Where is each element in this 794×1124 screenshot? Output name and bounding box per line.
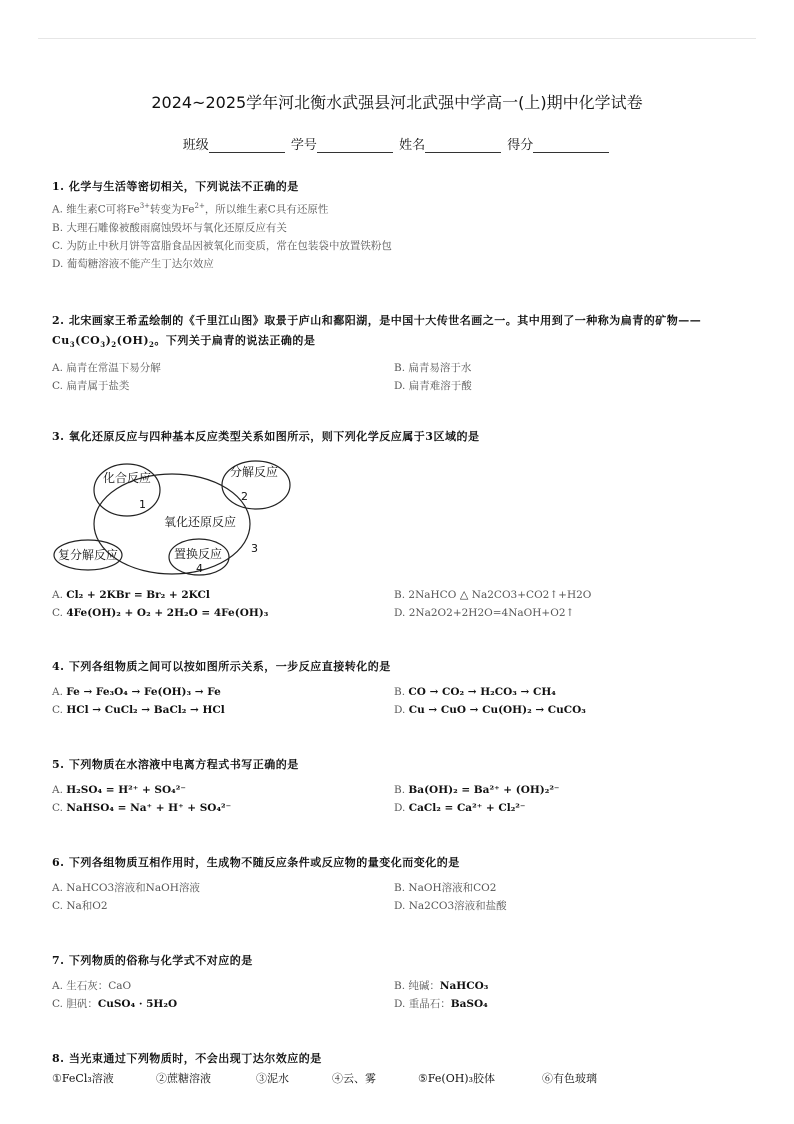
q4-b-label: B. <box>394 686 406 698</box>
question-3-options <box>52 586 752 622</box>
q5-b-formula: Ba(OH)₂ = Ba²⁺ + (OH)₂²⁻ <box>408 784 560 796</box>
question-2 <box>52 311 752 395</box>
region-4-label: 4 <box>196 562 203 575</box>
question-6-option-a[interactable]: A. NaHCO3溶液和NaOH溶液 <box>52 882 200 894</box>
q8-item-3: ③泥水 <box>256 1072 289 1085</box>
q5-c-formula: NaHSO₄ = Na⁺ + H⁺ + SO₄²⁻ <box>66 802 232 814</box>
question-3-option-b[interactable] <box>394 586 736 604</box>
heating-triangle-icon: △ <box>456 588 472 601</box>
question-2-option-a[interactable]: A. 扁青在常温下易分解 <box>52 362 161 375</box>
q1-a-sup-1: 3+ <box>139 202 151 210</box>
class-label: 班级 <box>182 138 209 153</box>
q4-a-formula: Fe → Fe₃O₄ → Fe(OH)₃ → Fe <box>66 686 221 698</box>
header-rule <box>38 38 756 39</box>
q5-d-label: D. <box>394 802 406 814</box>
q8-item-1: ①FeCl₃溶液 <box>52 1072 114 1085</box>
question-5-option-a[interactable] <box>52 781 394 799</box>
q1-a-text-2: 转变为Fe <box>150 203 195 216</box>
q4-c-label: C. <box>52 704 63 716</box>
q4-d-formula: Cu → CuO → Cu(OH)₂ → CuCO₃ <box>408 704 586 716</box>
question-2-option-d[interactable]: D. 扁青难溶于酸 <box>394 380 472 393</box>
question-1-option-d[interactable]: D. 葡萄糖溶液不能产生丁达尔效应 <box>52 257 214 270</box>
question-7 <box>52 951 752 1013</box>
q7-c-label: C. 胆矾： <box>52 998 98 1010</box>
question-7-option-b[interactable] <box>394 977 736 995</box>
question-7-option-d[interactable] <box>394 995 736 1013</box>
question-6-option-c[interactable]: C. Na和O2 <box>52 900 108 912</box>
question-4-option-c[interactable] <box>52 701 394 719</box>
q8-item-6: ⑥有色玻璃 <box>542 1072 597 1085</box>
reaction-type-venn-diagram <box>50 455 300 580</box>
q3-a-label: A. <box>52 589 63 601</box>
question-8 <box>52 1049 752 1089</box>
q7-d-label: D. 重晶石： <box>394 998 451 1010</box>
question-1-option-a[interactable] <box>52 197 752 219</box>
q5-c-label: C. <box>52 802 63 814</box>
question-6 <box>52 853 752 915</box>
q8-item-5: ⑤Fe(OH)₃胶体 <box>418 1072 496 1085</box>
name-blank[interactable] <box>425 138 501 153</box>
question-5-option-c[interactable] <box>52 799 394 817</box>
q7-d-formula: BaSO₄ <box>450 998 488 1010</box>
q5-b-label: B. <box>394 784 406 796</box>
question-6-option-d[interactable]: D. Na2CO3溶液和盐酸 <box>394 900 507 912</box>
q5-a-formula: H₂SO₄ = H²⁺ + SO₄²⁻ <box>66 784 186 796</box>
name-label: 姓名 <box>399 138 426 153</box>
question-4-option-d[interactable] <box>394 701 736 719</box>
question-4-option-a[interactable] <box>52 683 394 701</box>
id-label: 学号 <box>290 138 317 153</box>
question-4-option-b[interactable] <box>394 683 736 701</box>
q7-b-label: B. 纯碱： <box>394 980 440 992</box>
question-5 <box>52 755 752 817</box>
question-8-items <box>52 1069 752 1089</box>
class-blank[interactable] <box>209 138 285 153</box>
question-5-option-d[interactable] <box>394 799 736 817</box>
q3-b-text-1: B. 2NaHCO <box>394 589 457 601</box>
q1-a-sup-2: 2+ <box>194 202 205 210</box>
question-3-stem: 3. 氧化还原反应与四种基本反应类型关系如图所示，则下列化学反应属于3区域的是 <box>52 430 480 443</box>
q3-a-formula: Cl₂ + 2KBr = Br₂ + 2KCl <box>66 589 210 601</box>
question-1-option-b[interactable]: B. 大理石雕像被酸雨腐蚀毁坏与氧化还原反应有关 <box>52 221 287 234</box>
question-2-stem-line-1: 2. 北宋画家王希孟绘制的《千里江山图》取景于庐山和鄱阳湖，是中国十大传世名画之一。其中用到了一种称为扁青的矿物—— <box>52 314 702 327</box>
question-3-option-a[interactable] <box>52 586 394 604</box>
question-2-option-b[interactable]: B. 扁青易溶于水 <box>394 362 472 375</box>
question-4 <box>52 657 752 719</box>
question-3-option-c[interactable] <box>52 604 394 622</box>
question-2-stem-line-2 <box>52 331 752 355</box>
q1-a-text-3: ，所以维生素C具有还原性 <box>204 203 329 216</box>
q8-item-2: ②蔗糖溶液 <box>156 1072 211 1085</box>
redox-label: 氧化还原反应 <box>164 515 237 529</box>
q7-b-formula: NaHCO₃ <box>439 980 489 992</box>
q8-item-4: ④云、雾 <box>332 1072 376 1085</box>
question-7-option-c[interactable] <box>52 995 394 1013</box>
region-3-label: 3 <box>251 542 258 555</box>
question-7-stem: 7. 下列物质的俗称与化学式不对应的是 <box>52 954 253 967</box>
student-info-line <box>0 134 794 153</box>
combination-label: 化合反应 <box>103 471 152 485</box>
score-blank[interactable] <box>533 138 609 153</box>
page-title: 2024~2025学年河北衡水武强县河北武强中学高一(上)期中化学试卷 <box>151 93 643 112</box>
q5-a-label: A. <box>52 784 63 796</box>
question-3-option-d[interactable]: D. 2Na2O2+2H2O=4NaOH+O2↑ <box>394 607 575 619</box>
region-2-label: 2 <box>241 490 248 503</box>
q4-c-formula: HCl → CuCl₂ → BaCl₂ → HCl <box>66 704 225 716</box>
decomposition-label: 分解反应 <box>230 465 279 479</box>
question-4-stem: 4. 下列各组物质之间可以按如图所示关系，一步反应直接转化的是 <box>52 660 391 673</box>
question-6-stem: 6. 下列各组物质互相作用时，生成物不随反应条件或反应物的量变化而变化的是 <box>52 856 460 869</box>
q3-c-label: C. <box>52 607 63 619</box>
displacement-label: 置换反应 <box>174 547 223 561</box>
q2-stem-tail: 。下列关于扁青的说法正确的是 <box>154 334 316 347</box>
q5-d-formula: CaCl₂ = Ca²⁺ + Cl₂²⁻ <box>408 802 526 814</box>
question-8-stem: 8. 当光束通过下列物质时，不会出现丁达尔效应的是 <box>52 1052 322 1065</box>
q4-d-label: D. <box>394 704 406 716</box>
double-displacement-label: 复分解反应 <box>58 548 119 562</box>
region-1-label: 1 <box>139 498 146 511</box>
q3-b-text-2: Na2CO3+CO2↑+H2O <box>471 589 592 601</box>
q1-a-text-1: A. 维生素C可将Fe <box>52 203 140 216</box>
score-label: 得分 <box>507 138 534 153</box>
question-5-option-b[interactable] <box>394 781 736 799</box>
question-6-option-b[interactable]: B. NaOH溶液和CO2 <box>394 882 497 894</box>
question-7-option-a[interactable]: A. 生石灰：CaO <box>52 980 132 992</box>
q4-b-formula: CO → CO₂ → H₂CO₃ → CH₄ <box>408 686 556 698</box>
question-2-option-c[interactable]: C. 扁青属于盐类 <box>52 380 130 393</box>
question-1-stem: 1. 化学与生活等密切相关，下列说法不正确的是 <box>52 180 299 193</box>
question-3 <box>52 427 752 447</box>
question-1 <box>52 177 752 273</box>
question-5-stem: 5. 下列物质在水溶液中电离方程式书写正确的是 <box>52 758 299 771</box>
id-blank[interactable] <box>317 138 393 153</box>
q7-c-formula: CuSO₄ · 5H₂O <box>97 998 178 1010</box>
question-1-option-c[interactable]: C. 为防止中秋月饼等富脂食品因被氧化而变质，常在包装袋中放置铁粉包 <box>52 239 392 252</box>
q3-c-formula: 4Fe(OH)₂ + O₂ + 2H₂O = 4Fe(OH)₃ <box>66 607 269 619</box>
q4-a-label: A. <box>52 686 63 698</box>
bianqing-formula: $Cu_3(CO_3)_2(OH)_2$ <box>52 334 155 350</box>
